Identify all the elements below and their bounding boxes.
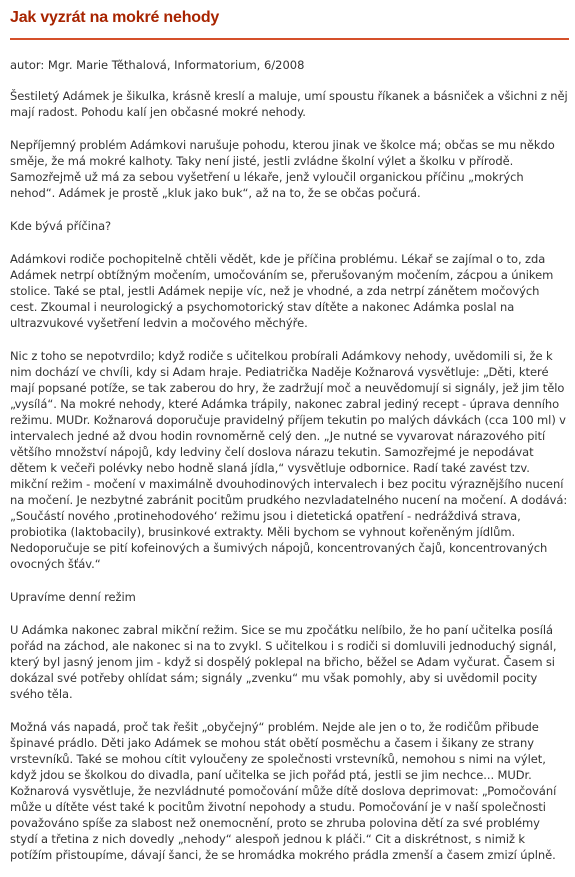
- article-byline: autor: Mgr. Marie Těthalová, Informatorium, 6/2008: [10, 58, 305, 72]
- paragraph-examination: Adámkovi rodiče pochopitelně chtěli vědět, kde je příčina problému. Lékař se zajímal o to, zda Adámek netrpí obtížným močením, umočováním se, přerušovaným močením, zácpou a únikem stolice. Také se ptal, jestli Adámek nepije víc, než je vhodné, a zda netrpí zánětem močových cest. Zkoumal i neurologický a psychomotorický stav dítěte a nakonec Adámka poslal na ultrazvukové vyšetření ledvin a močového měchýře.: [10, 252, 554, 330]
- article: [10, 0, 570, 863]
- paragraph-problem: Nepříjemný problém Adámkovi narušuje pohodu, kterou jinak ve školce má; občas se mu někdo směje, že má mokré kalhoty. Taky není jisté, jestli zvládne školní výlet a školku v přírodě. Samozřejmě už má za sebou vyšetření u lékaře, jenž vyloučil organickou příčinu „mokrých nehod“. Adámek je prostě „kluk jako buk“, až na to, že se občas počurá.: [10, 138, 555, 200]
- title-divider: [10, 38, 569, 40]
- paragraph-why-solve: Možná vás napadá, proč tak řešit „obyčejný“ problém. Nejde ale jen o to, že rodičům přibude špinavé prádlo. Děti jako Adámek se mohou stát obětí posměchu a časem i šikany ze strany vrstevníků. Také se mohou cítit vyloučeny ze společnosti vrstevníků, nemohou s nimi na výlet, když jdou se školkou do divadla, paní učitelka se jich pořád ptá, jestli se jim nechce... MUDr. Kožnarová vysvětluje, že nezvládnuté pomočování může dítě doslova deprimovat: „Pomočování může u dítěte vést také k pocitům životní nepohody a studu. Pomočování je v naší společnosti považováno spíše za slabost než onemocnění, proto se zhruba polovina dětí za své problémy stydí a třetina z nich dovedly „nehody“ alespoň jednou k pláči.“ Cit a diskrétnost, s nimiž k potížím přistoupíme, dávají šanci, že se hromádka mokrého prádla zmenší a časem zmizí úplně.: [10, 720, 557, 862]
- paragraph-intro: Šestiletý Adámek je šikulka, krásně kreslí a maluje, umí spoustu říkanek a básniček a všichni z něj mají radost. Pohodu kalí jen občasné mokré nehody.: [10, 89, 568, 119]
- paragraph-pediatrician-advice: Nic z toho se nepotvrdilo; když rodiče s učitelkou probírali Adámkovy nehody, uvědomili si, že k nim dochází ve chvíli, kdy si Adam hraje. Pediatrička Naděje Kožnarová vysvětluje: „Děti, které mají popsané potíže, se tak zaberou do hry, že zadržují moč a neuvědomují si signály, jež jim tělo „vysílá“. Na mokré nehody, které Adámka trápily, nakonec zabral jediný recept - úprava denního režimu. MUDr. Kožnarová doporučuje pravidelný příjem tekutin po malých dávkách (cca 100 ml) v intervalech jedné až dvou hodin rovnoměrně celý den. „Je nutné se vyvarovat nárazového pití většího množství nápojů, kdy ledviny čelí doslova nárazu tekutin. Samozřejmé je nepodávat dětem k večeři polévky nebo hodně slaná jídla,“ vysvětluje odbornice. Radí také zavést tzv. mikční režim - močení v maximálně dvouhodinových intervalech i bez pocitu výraznějšího nucení na močení. Je nezbytné zabránit pocitům prudkého nezvladatelného nucení na močení. A dodává: „Součástí nového ‚protinehodového‘ režimu jsou i dietetická opatření - nedráždivá strava, probiotika (laktobacily), brusinkové extrakty. Měli bychom se vyhnout kořeněným jídlům. Nedoporučuje se pití kofeinových a šumivých nápojů, koncentrovaných čajů, koncentrovaných ovocných šťáv.“: [10, 349, 568, 571]
- article-title: Jak vyzrát na mokré nehody: [10, 9, 220, 26]
- subheading-daily-routine: Upravíme denní režim: [10, 590, 136, 604]
- subheading-cause: Kde bývá příčina?: [10, 219, 112, 233]
- paragraph-micturition-routine: U Adámka nakonec zabral mikční režim. Sice se mu zpočátku nelíbilo, že ho paní učitelka posílá pořád na záchod, ale nakonec si na to zvykl. S učitelkou i s rodiči si domluvili jednoduchý signál, který byl jasný jenom jim - když si dospělý poklepal na břicho, běžel se Adam vyčurat. Časem si dokázal své potřeby ohlídat sám; signály „zvenku“ mu však pomohly, aby si uvědomil pocity svého těla.: [10, 623, 557, 701]
